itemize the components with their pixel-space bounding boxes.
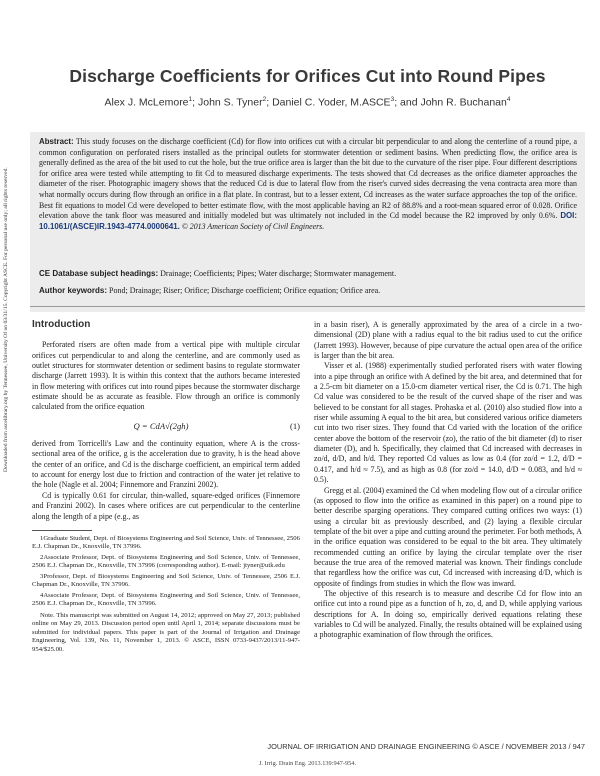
author-3: Daniel C. Yoder, M.ASCE <box>272 96 391 109</box>
intro-paragraph-1: Perforated risers are often made from a vertical pipe with multiple circular orifices cut perpendicular to and along the centerline, and are commonly used as outlet structures for stormwater detention or sediment basins to regulate stormwater discharge (Jarrett 1993). It is within this context that the authors became interested in flow metering with orifices cut into round pipes because the stormwater discharge estimate should be as accurate as feasible. Flow through an orifice is commonly calculated from the orifice equation <box>32 340 300 412</box>
abstract-text: This study focuses on the discharge coefficient (Cd) for flow into orifices cut with a circular bit perpendicular to and along the centerline of a round pipe, a common configuration on perforated risers installed as the principal outlets for stormwater detention or sediment basins. When predicting flow, the orifice area is generally defined as the area of the bit used to cut the hole, but the true orifice area is larger than the bit due to the curvature of the riser pipe. Four different descriptions for orifice area were tested while attempting to fit Cd to measured discharge experiments. The tests showed that Cd decreases as the orifice diameter approaches the diameter of the riser. Photographic imagery shows that the reduced Cd is due to lateral flow from the riser's curved sides decreasing the vena contracta area more than what normally occurs during flow through an orifice in a flat plate. In contrast, but to a lesser extent, Cd increases as the water surface approaches the top of the orifice. Best fit equations to model Cd were developed to better estimate flow, with the most applicable having an R2 of 88.8% and a root-mean squared error of 0.028. Orifice elevation above the tank floor was measured and initially modeled but was ultimately not included in the Cd model because the R2 improved by only 0.6%. <box>39 137 577 221</box>
author-2-affil: 2 <box>262 96 267 103</box>
doi-link[interactable]: DOI: 10.1061/(ASCE)IR.1943-4774.0000641. <box>39 211 577 231</box>
intro-paragraph-2: derived from Torricelli's Law and the continuity equation, where A is the cross-sectional area of the orifice, g is the acceleration due to gravity, h is the head above the center of an orifice, and Cd is the discharge coefficient, an empirical term added to account for energy lost due to friction and contraction of the water jet relative to the hole (Nagle et al. 2004; Finnemore and Franzini 2002). <box>32 439 300 490</box>
author-keywords-text: Pond; Drainage; Riser; Orifice; Discharge coefficient; Orifice equation; Orifice area. <box>109 286 381 295</box>
left-column <box>32 320 300 654</box>
orifice-equation <box>32 421 300 431</box>
footnote-2: 2Associate Professor, Dept. of Biosystems Engineering and Soil Science, Univ. of Tennessee, 2506 E.J. Chapman Dr., Knoxville, TN 37996 (corresponding author). E-mail: jtyner@utk.edu <box>32 553 300 570</box>
abstract-copyright: © 2013 American Society of Civil Engineers. <box>181 221 325 231</box>
author-4-affil: 4 <box>506 96 511 103</box>
footnote-4: 4Associate Professor, Dept. of Biosystems Engineering and Soil Science, Univ. of Tennessee, 2506 E.J. Chapman Dr., Knoxville, TN 37996. <box>32 591 300 608</box>
abstract-label: Abstract: <box>39 137 74 146</box>
right-column <box>314 320 582 641</box>
right-paragraph-1: in a basin riser), A is generally approximated by the area of a circle in a two-dimensional (2D) plane with a radius equal to the bit radius used to cut the orifice (Jarrett 1993). However, because of pipe curvature the actual open area of the orifice is larger than the bit area. <box>314 320 582 361</box>
right-paragraph-2: Visser et al. (1988) experimentally studied perforated risers with water flowing into a pipe through an orifice with A defined by the bit area, and determined that for a 2.5-cm bit diameter on a 15.0-cm diameter vertical riser, the Cd is 0.71. The high Cd value was considered to be the result of the curved shape of the riser and was believed to be constant for all stages. Prohaska et al. (2010) also studied flow into a riser while assuming A equal to the bit area, but considered various orifice diameters cut into two riser sizes. They found that Cd varied with the location of the orifice center above the bottom of the reservoir (zo), the ratio of the bit diameter (d) to riser diameter (D), and h. Specifically, they claimed that Cd increased with decreases in zo/d, d/D, and h/d. They reported Cd values as low as 0.4 (for zo/d = 1.2, d/D = 0.417, and h/d ≈ 7.5), and as high as 0.8 (for zo/d = 14.0, d/D = 0.083, and h/d ≈ 0.5). <box>314 361 582 485</box>
intro-paragraph-3: Cd is typically 0.61 for circular, thin-walled, square-edged orifices (Finnemore and Franzini 2002). In cases where orifices are cut perpendicular to the centerline along the length of a pipe (e.g., as <box>32 490 300 521</box>
right-paragraph-4: The objective of this research is to measure and describe Cd for flow into an orifice cut into a round pipe as a function of h, zo, d, and D, while applying various descriptions for A. In doing so, empirically derived equations relating these variables to Cd will be analyzed. Finally, the results obtained will be explained using a photographic examination of flow through the orifices. <box>314 588 582 640</box>
submission-note: Note. This manuscript was submitted on August 14, 2012; approved on May 27, 2013; published online on May 29, 2013. Discussion period open until April 1, 2014; separate discussions must be submitted for individual papers. This paper is part of the Journal of Irrigation and Drainage Engineering, Vol. 139, No. 11, November 1, 2013. © ASCE, ISSN 0733-9437/2013/11-947-954/$25.00. <box>32 611 300 653</box>
footnote-divider <box>32 530 92 531</box>
author-2: John S. Tyner <box>198 96 263 109</box>
author-1-affil: 1 <box>188 96 193 103</box>
page-citation: J. Irrig. Drain Eng. 2013.139:947-954. <box>258 760 357 767</box>
equation-body: Q = CdA√(2gh) <box>133 420 189 431</box>
author-1: Alex J. McLemore <box>104 96 189 109</box>
footnote-1: 1Graduate Student, Dept. of Biosystems Engineering and Soil Science, Univ. of Tennessee, 2506 E.J. Chapman Dr., Knoxville, TN 37996. <box>32 534 300 551</box>
right-paragraph-3: Gregg et al. (2004) examined the Cd when modeling flow out of a circular orifice (as opposed to flow into the orifice as examined in this paper) on a round pipe to better describe sparging operations. They compared cutting orifices two ways: (1) using a circular bit as previously described, and (2) laying a flexible circular template of the bit over a pipe and cutting around the perimeter. For both methods, A in the orifice equation was considered to be equal to the bit area. They ultimately recommended cutting an orifice by laying the circular template over the riser because the true area of the removed material was known. Their findings conclude that regardless how the orifice was cut, Cd increased with increasing d/D, which is opposite of findings from studies in which the flow was inward. <box>314 485 582 588</box>
paper-title: Discharge Coefficients for Orifices Cut into Round Pipes <box>69 66 546 86</box>
subject-headings-label: CE Database subject headings: <box>39 269 159 278</box>
section-divider <box>30 306 585 307</box>
subject-headings <box>39 269 577 278</box>
author-keywords-label: Author keywords: <box>39 286 108 295</box>
introduction-heading: Introduction <box>32 319 91 330</box>
abstract <box>39 137 577 232</box>
subject-headings-text: Drainage; Coefficients; Pipes; Water discharge; Stormwater management. <box>160 269 397 278</box>
author-keywords <box>39 286 577 295</box>
footnote-3: 3Professor, Dept. of Biosystems Engineering and Soil Science, Univ. of Tennessee, 2506 E.J. Chapman Dr., Knoxville, TN 37996. <box>32 572 300 589</box>
author-3-affil: 3 <box>390 96 395 103</box>
equation-number: (1) <box>289 420 300 431</box>
journal-footer: JOURNAL OF IRRIGATION AND DRAINAGE ENGINEERING © ASCE / NOVEMBER 2013 / 947 <box>267 742 585 751</box>
author-list: Alex J. McLemore$^1$; John S. Tyner$^2$; Daniel C. Yoder, M.ASCE$^3$; and John R. Buchanan$^4$ <box>104 96 511 109</box>
download-notice: Downloaded from ascelibrary.org by Tennessee, University Of on 03/31/15. Copyright ASCE. For personal use only; all rights reserved. <box>3 167 9 473</box>
author-4: and John R. Buchanan <box>400 96 507 109</box>
